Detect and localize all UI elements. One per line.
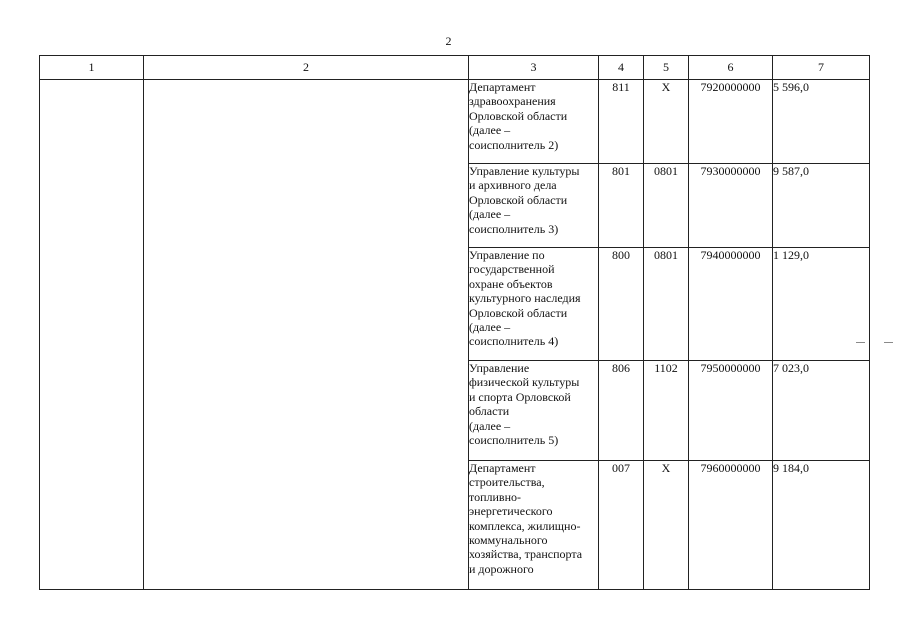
column-header-4: 4: [599, 56, 644, 80]
code-cell-col-6: 7930000000: [689, 164, 773, 248]
column-header-6: 6: [689, 56, 773, 80]
executor-name-line: Орловской области: [469, 108, 568, 123]
executor-name-cell: [469, 461, 599, 590]
executor-name-line: и архивного дела: [469, 178, 557, 193]
executor-name-line: культурного наследия: [469, 291, 581, 306]
executor-name-line: (далее –: [469, 320, 511, 335]
column-2-merged-cell: [144, 80, 469, 590]
executor-name-line: области: [469, 404, 510, 419]
executor-name-line: коммунального: [469, 533, 548, 548]
page-number: 2: [445, 34, 452, 48]
column-header-2: 2: [144, 56, 469, 80]
executor-name-line: (далее –: [469, 418, 511, 433]
executor-name-line: соисполнитель 3): [469, 221, 559, 236]
amount-cell: 1 129,0: [773, 248, 870, 361]
executor-name-line: физической культуры: [469, 375, 580, 390]
code-cell-col-4: 806: [599, 361, 644, 461]
executor-name-line: (далее –: [469, 123, 511, 138]
amount-cell: 7 023,0: [773, 361, 870, 461]
executor-name-line: здравоохранения: [469, 94, 556, 109]
code-cell-col-4: 007: [599, 461, 644, 590]
executor-name-line: энергетического: [469, 504, 553, 519]
executor-name-line: Департамент: [469, 80, 536, 94]
code-cell-col-5: 1102: [644, 361, 689, 461]
amount-cell: 9 184,0: [773, 461, 870, 590]
column-1-merged-cell: [40, 80, 144, 590]
header-row: [40, 56, 870, 80]
code-cell-col-6: 7960000000: [689, 461, 773, 590]
executor-name-cell: [469, 164, 599, 248]
executor-name-line: топливно-: [469, 489, 522, 504]
executor-name-cell: [469, 80, 599, 164]
code-cell-col-6: 7940000000: [689, 248, 773, 361]
margin-mark: [884, 342, 893, 343]
executor-name-line: комплекса, жилищно-: [469, 518, 581, 533]
executor-name-cell: [469, 361, 599, 461]
executor-name-line: государственной: [469, 262, 555, 277]
code-cell-col-5: 0801: [644, 248, 689, 361]
margin-mark: [856, 342, 865, 343]
executor-name-line: Управление культуры: [469, 164, 580, 178]
executor-name-line: Управление по: [469, 248, 545, 262]
executor-name-line: строительства,: [469, 475, 545, 490]
table-row: [40, 80, 870, 164]
executor-name-line: Орловской области: [469, 305, 568, 320]
amount-cell: 5 596,0: [773, 80, 870, 164]
executor-name-line: и спорта Орловской: [469, 389, 571, 404]
executor-name-line: Орловской области: [469, 192, 568, 207]
code-cell-col-4: 811: [599, 80, 644, 164]
executor-name-line: соисполнитель 4): [469, 334, 559, 349]
code-cell-col-4: 801: [599, 164, 644, 248]
executor-name-line: Управление: [469, 361, 530, 375]
executor-name-line: соисполнитель 2): [469, 137, 559, 152]
column-header-5: 5: [644, 56, 689, 80]
budget-table: [39, 55, 870, 590]
column-header-3: 3: [469, 56, 599, 80]
executor-name-line: Департамент: [469, 461, 536, 475]
code-cell-col-4: 800: [599, 248, 644, 361]
code-cell-col-5: 0801: [644, 164, 689, 248]
executor-name-line: хозяйства, транспорта: [469, 547, 583, 562]
executor-name-line: охране объектов: [469, 276, 553, 291]
code-cell-col-6: 7950000000: [689, 361, 773, 461]
executor-name-line: соисполнитель 5): [469, 433, 559, 448]
executor-name-cell: [469, 248, 599, 361]
code-cell-col-5: Х: [644, 461, 689, 590]
column-header-1: 1: [40, 56, 144, 80]
executor-name-line: и дорожного: [469, 561, 534, 576]
code-cell-col-6: 7920000000: [689, 80, 773, 164]
code-cell-col-5: Х: [644, 80, 689, 164]
executor-name-line: (далее –: [469, 207, 511, 222]
amount-cell: 9 587,0: [773, 164, 870, 248]
column-header-7: 7: [773, 56, 870, 80]
